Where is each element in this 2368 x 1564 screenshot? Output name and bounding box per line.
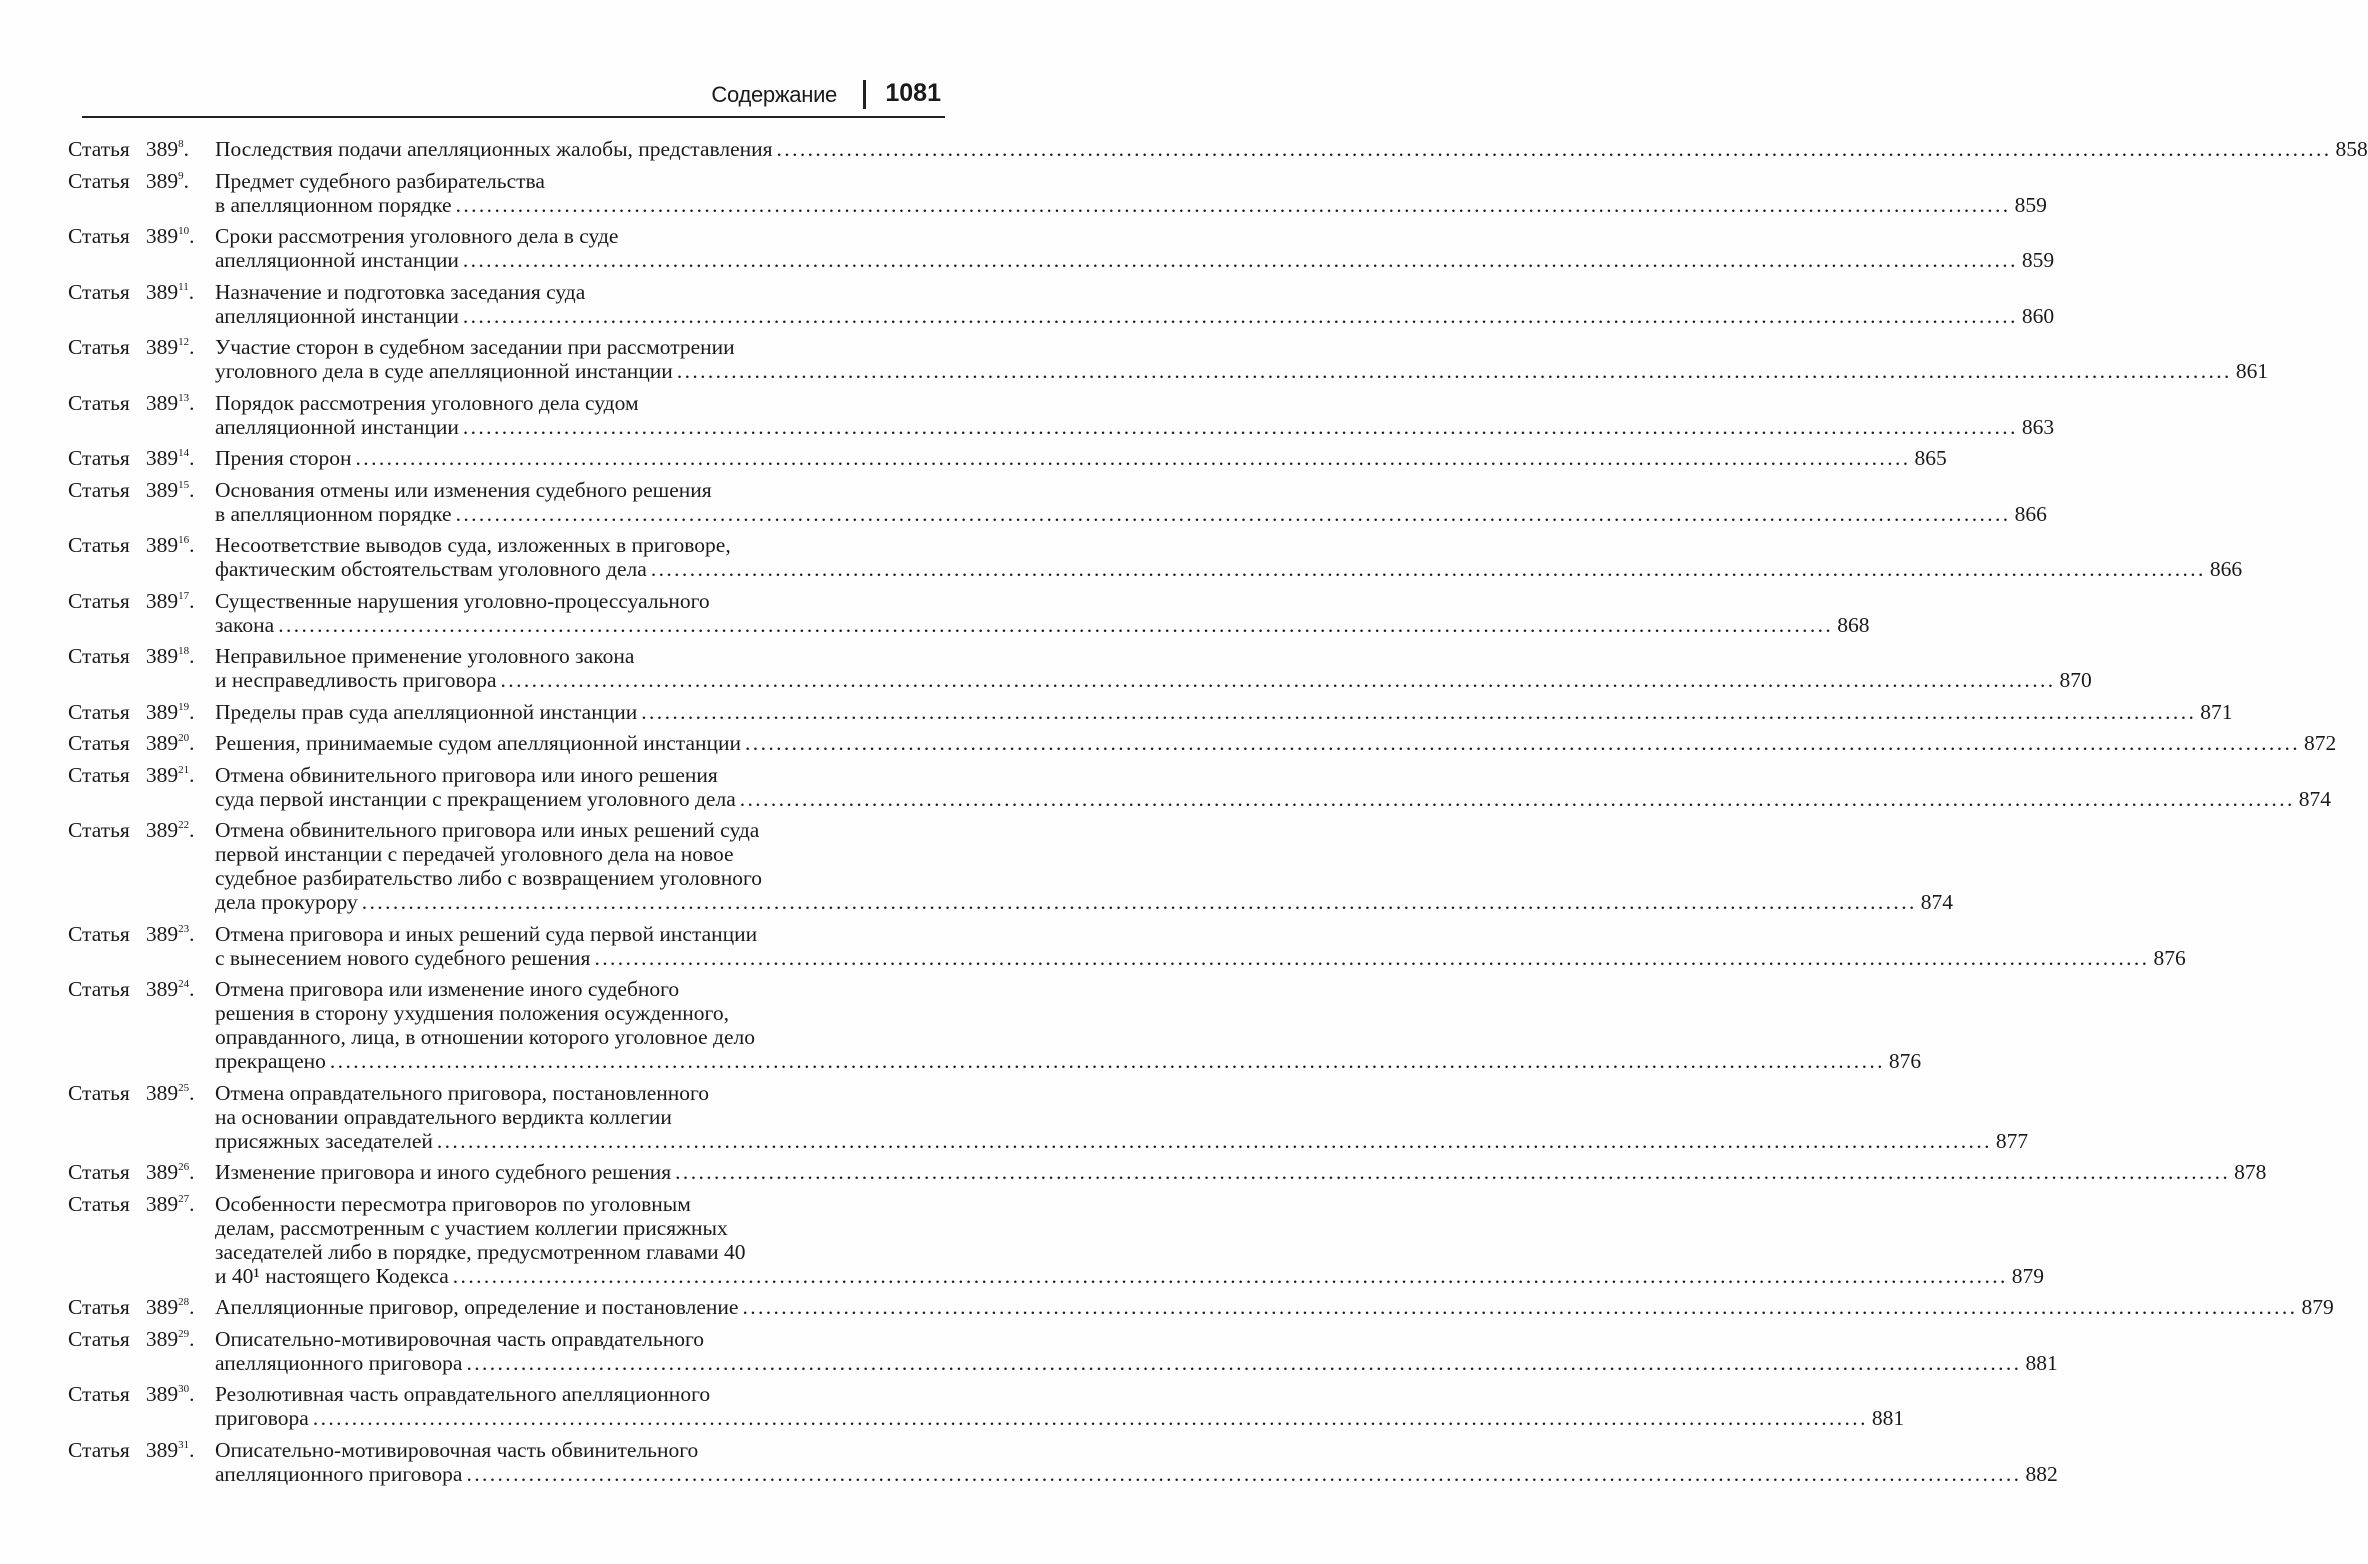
- article-superscript: 18: [178, 645, 190, 657]
- article-number: Статья $389^{16}$.: [68, 533, 195, 557]
- entry-last-line: [215, 248, 2055, 272]
- entry-title-line: Последствия подачи апелляционных жалобы, представления: [215, 137, 773, 161]
- entry-page-number: 866: [2014, 501, 2047, 526]
- article-base-number: 389: [145, 446, 179, 470]
- entry-title-line: Отмена оправдательного приговора, постановленного: [215, 1080, 710, 1105]
- entry-title-line: с вынесением нового судебного решения: [215, 945, 591, 970]
- entry-title-line: Порядок рассмотрения уголовного дела судом: [215, 390, 639, 415]
- article-superscript: 23: [178, 922, 190, 935]
- article-base-number: 389: [145, 335, 179, 359]
- article-word: Статья: [68, 224, 130, 248]
- entry-last-line: [215, 1049, 1922, 1073]
- article-base-number: 389: [145, 762, 179, 787]
- entry-page-number: 866: [2209, 557, 2243, 581]
- dot-leader: ........................................................................................................................................................................................................: [650, 557, 2206, 581]
- article-number: Статья $389^{30}$.: [68, 1382, 195, 1406]
- article-superscript: 25: [178, 1081, 190, 1094]
- article-word: Статья: [68, 588, 130, 613]
- entry-page-number: 879: [2301, 1295, 2334, 1319]
- entry-last-line: [215, 414, 2055, 439]
- entry-title-line: Пределы прав суда апелляционной инстанции: [215, 699, 638, 724]
- article-number: Статья $389^{17}$.: [68, 588, 195, 613]
- article-number: Статья $389^{22}$.: [68, 818, 195, 842]
- entry-title-line: на основании оправдательного вердикта коллегии: [215, 1104, 672, 1129]
- toc-entry[interactable]: [68, 588, 1870, 637]
- article-superscript: 13: [178, 391, 190, 404]
- article-base-number: 389: [145, 1326, 179, 1351]
- article-number: Статья $389^9$.: [68, 168, 190, 193]
- article-word: Статья: [68, 977, 130, 1001]
- article-superscript: 26: [178, 1161, 190, 1173]
- entry-page-number: 868: [1837, 612, 1870, 637]
- article-superscript: 20: [178, 732, 190, 744]
- article-number: Статья $389^{15}$.: [68, 477, 195, 502]
- dot-leader: ........................................................................................................................................................................................................: [739, 786, 2295, 811]
- entry-title-line: Несоответствие выводов суда, изложенных в приговоре,: [215, 533, 731, 557]
- article-number: Статья $389^{21}$.: [68, 762, 195, 787]
- entry-last-line: [215, 1160, 2267, 1184]
- dot-leader: ........................................................................................................................................................................................................: [452, 1263, 2008, 1288]
- entry-last-line: [215, 303, 2055, 328]
- entry-title-line: закона: [215, 612, 275, 637]
- article-superscript: 14: [178, 447, 190, 459]
- entry-page-number: 878: [2234, 1160, 2267, 1184]
- article-superscript: 19: [178, 700, 190, 713]
- entry-page-number: 879: [2011, 1263, 2045, 1288]
- entry-title-line: апелляционного приговора: [215, 1461, 463, 1486]
- entry-title-line: Апелляционные приговор, определение и постановление: [215, 1295, 739, 1319]
- toc-entry[interactable]: [68, 335, 2269, 383]
- article-base-number: 389: [145, 731, 179, 755]
- entry-title-line: Сроки рассмотрения уголовного дела в суде: [215, 224, 619, 248]
- entry-title-line: судебное разбирательство либо с возвращением уголовного: [215, 866, 762, 890]
- header-divider: [863, 80, 866, 109]
- entry-last-line: [215, 699, 2233, 724]
- toc-entry[interactable]: [68, 699, 2233, 724]
- entry-page-number: 877: [1995, 1128, 2029, 1153]
- entry-title-line: Прения сторон: [215, 446, 352, 470]
- entry-last-line: [215, 1128, 2029, 1153]
- entry-title-line: и несправедливость приговора: [215, 668, 497, 692]
- entry-title-line: апелляционной инстанции: [215, 303, 459, 328]
- article-word: Статья: [68, 168, 130, 193]
- toc-entry[interactable]: [68, 762, 2331, 811]
- entry-page-number: 876: [1888, 1049, 1922, 1073]
- entry-title-line: Отмена обвинительного приговора или иных решений суда: [215, 818, 760, 842]
- article-number: Статья $389^{25}$.: [68, 1080, 195, 1105]
- entry-title-line: приговора: [215, 1406, 309, 1430]
- article-superscript: 15: [178, 478, 190, 491]
- article-word: Статья: [68, 477, 130, 502]
- article-word: Статья: [68, 762, 130, 787]
- entry-title-line: Назначение и подготовка заседания суда: [215, 279, 586, 304]
- entry-title-line: апелляционного приговора: [215, 1350, 463, 1375]
- entry-title-line: суда первой инстанции с прекращением уголовного дела: [215, 786, 736, 811]
- toc-entry[interactable]: [68, 818, 1953, 914]
- article-number: Статья $389^{23}$.: [68, 921, 195, 946]
- dot-leader: ........................................................................................................................................................................................................: [312, 1406, 1868, 1430]
- dot-leader: ........................................................................................................................................................................................................: [466, 1461, 2022, 1486]
- article-superscript: 30: [178, 1383, 190, 1395]
- article-base-number: 389: [145, 477, 179, 502]
- toc-entry[interactable]: [68, 1437, 2058, 1486]
- entry-last-line: [215, 192, 2047, 217]
- entry-page-number: 860: [2021, 303, 2055, 328]
- entry-title-line: Существенные нарушения уголовно-процессуального: [215, 588, 710, 613]
- toc-entry[interactable]: [68, 1295, 2334, 1319]
- article-superscript: 17: [178, 589, 190, 602]
- entry-title-line: Описательно-мотивировочная часть обвинительного: [215, 1437, 699, 1462]
- entry-last-line: [215, 945, 2186, 970]
- dot-leader: ........................................................................................................................................................................................................: [455, 192, 2011, 217]
- article-base-number: 389: [145, 1295, 179, 1319]
- entry-page-number: 870: [2059, 668, 2092, 692]
- entry-last-line: [215, 612, 1870, 637]
- article-superscript: 24: [178, 978, 190, 990]
- article-word: Статья: [68, 1191, 130, 1216]
- toc-entry[interactable]: [68, 1382, 1905, 1430]
- article-base-number: 389: [145, 644, 179, 668]
- running-header: [82, 72, 945, 118]
- article-number: Статья $389^{13}$.: [68, 390, 195, 415]
- entry-last-line: [215, 1350, 2058, 1375]
- article-base-number: 389: [145, 137, 179, 161]
- article-superscript: 28: [178, 1296, 190, 1308]
- entry-page-number: 881: [2025, 1350, 2058, 1375]
- entry-page-number: 859: [2021, 248, 2055, 272]
- entry-page-number: 874: [2298, 786, 2331, 811]
- dot-leader: ........................................................................................................................................................................................................: [455, 501, 2011, 526]
- article-base-number: 389: [145, 390, 179, 415]
- toc-entry[interactable]: [68, 1160, 2267, 1184]
- article-base-number: 389: [145, 921, 179, 946]
- article-word: Статья: [68, 644, 130, 668]
- dot-leader: ........................................................................................................................................................................................................: [466, 1350, 2022, 1375]
- entry-page-number: 871: [2200, 699, 2233, 724]
- entry-title-line: Основания отмены или изменения судебного решения: [215, 477, 712, 502]
- article-number: Статья $389^{19}$.: [68, 699, 195, 724]
- entry-title-line: первой инстанции с передачей уголовного дела на новое: [215, 842, 734, 866]
- entry-page-number: 863: [2021, 414, 2055, 439]
- article-word: Статья: [68, 1160, 130, 1184]
- article-word: Статья: [68, 1295, 130, 1319]
- entry-title-line: дела прокурору: [215, 890, 358, 914]
- article-number: Статья $389^{24}$.: [68, 977, 195, 1001]
- dot-leader: ........................................................................................................................................................................................................: [462, 248, 2018, 272]
- entry-title-line: Неправильное применение уголовного закона: [215, 644, 635, 668]
- entry-title-line: Резолютивная часть оправдательного апелляционного: [215, 1382, 711, 1406]
- entry-last-line: [215, 668, 2092, 692]
- entry-title-line: Отмена приговора или изменение иного судебного: [215, 977, 680, 1001]
- article-base-number: 389: [145, 588, 179, 613]
- dot-leader: ........................................................................................................................................................................................................: [462, 414, 2018, 439]
- article-number: Статья $389^8$.: [68, 137, 190, 161]
- article-number: Статья $389^{28}$.: [68, 1295, 195, 1319]
- entry-title-line: уголовного дела в суде апелляционной инстанции: [215, 359, 673, 383]
- entry-last-line: [215, 890, 1953, 914]
- entry-title-line: и 40¹ настоящего Кодекса: [215, 1263, 449, 1288]
- article-number: Статья $389^{26}$.: [68, 1160, 195, 1184]
- article-word: Статья: [68, 335, 130, 359]
- article-word: Статья: [68, 818, 130, 842]
- dot-leader: ........................................................................................................................................................................................................: [500, 668, 2056, 692]
- article-number: Статья $389^{31}$.: [68, 1437, 195, 1462]
- article-superscript: 29: [178, 1327, 190, 1340]
- entry-last-line: [215, 446, 1947, 470]
- toc-entry[interactable]: [68, 390, 2055, 439]
- article-word: Статья: [68, 279, 130, 304]
- article-number: Статья $389^{11}$.: [68, 279, 195, 304]
- article-base-number: 389: [145, 279, 179, 304]
- article-word: Статья: [68, 137, 130, 161]
- entry-title-line: заседателей либо в порядке, предусмотренном главами 40: [215, 1239, 746, 1264]
- article-superscript: 31: [178, 1438, 190, 1451]
- toc-entry[interactable]: [68, 644, 2092, 692]
- dot-leader: ........................................................................................................................................................................................................: [436, 1128, 1992, 1153]
- table-of-contents: [68, 137, 2368, 1493]
- entry-title-line: Участие сторон в судебном заседании при рассмотрении: [215, 335, 735, 359]
- entry-title-line: Отмена обвинительного приговора или иного решения: [215, 762, 718, 787]
- dot-leader: ........................................................................................................................................................................................................: [675, 1160, 2231, 1184]
- toc-entry[interactable]: [68, 137, 2368, 161]
- article-word: Статья: [68, 390, 130, 415]
- entry-page-number: 872: [2304, 731, 2337, 755]
- article-number: Статья $389^{18}$.: [68, 644, 195, 668]
- toc-entry[interactable]: [68, 279, 2055, 328]
- article-base-number: 389: [145, 1160, 179, 1184]
- entry-title-line: апелляционной инстанции: [215, 414, 459, 439]
- toc-entry[interactable]: [68, 1326, 2058, 1375]
- entry-last-line: [215, 557, 2243, 581]
- article-number: Статья $389^{10}$.: [68, 224, 195, 248]
- article-superscript: 16: [178, 534, 190, 546]
- toc-entry[interactable]: [68, 168, 2047, 217]
- toc-entry[interactable]: [68, 224, 2055, 272]
- article-base-number: 389: [145, 224, 179, 248]
- article-number: Статья $389^{14}$.: [68, 446, 195, 470]
- article-number: Статья $389^{27}$.: [68, 1191, 195, 1216]
- entry-title-line: Особенности пересмотра приговоров по уголовным: [215, 1191, 691, 1216]
- entry-last-line: [215, 1263, 2045, 1288]
- entry-title-line: в апелляционном порядке: [215, 501, 452, 526]
- article-base-number: 389: [145, 1191, 179, 1216]
- article-word: Статья: [68, 1326, 130, 1351]
- entry-last-line: [215, 1406, 1905, 1430]
- article-word: Статья: [68, 731, 130, 755]
- entry-title-line: решения в сторону ухудшения положения осужденного,: [215, 1001, 729, 1025]
- toc-entry[interactable]: [68, 921, 2186, 970]
- entry-last-line: [215, 137, 2368, 161]
- toc-entry[interactable]: [68, 977, 1922, 1073]
- entry-last-line: [215, 1461, 2058, 1486]
- article-word: Статья: [68, 1382, 130, 1406]
- article-base-number: 389: [145, 1080, 179, 1105]
- toc-entry[interactable]: [68, 446, 1947, 470]
- header-section-title: Содержание: [711, 82, 837, 107]
- entry-page-number: 865: [1914, 446, 1947, 470]
- entry-title-line: апелляционной инстанции: [215, 248, 459, 272]
- entry-title-line: оправданного, лица, в отношении которого уголовное дело: [215, 1025, 755, 1049]
- entry-title-line: Описательно-мотивировочная часть оправдательного: [215, 1326, 704, 1351]
- article-word: Статья: [68, 699, 130, 724]
- article-superscript: 8: [178, 138, 184, 150]
- article-word: Статья: [68, 533, 130, 557]
- article-superscript: 21: [178, 763, 190, 776]
- dot-leader: ........................................................................................................................................................................................................: [776, 137, 2332, 161]
- entry-title-line: Изменение приговора и иного судебного решения: [215, 1160, 672, 1184]
- article-word: Статья: [68, 446, 130, 470]
- entry-page-number: 882: [2025, 1461, 2058, 1486]
- article-base-number: 389: [145, 533, 179, 557]
- entry-last-line: [215, 786, 2331, 811]
- toc-entry[interactable]: [68, 477, 2047, 526]
- article-superscript: 9: [178, 169, 184, 182]
- entry-page-number: 858: [2335, 137, 2368, 161]
- article-word: Статья: [68, 921, 130, 946]
- entry-last-line: [215, 359, 2269, 383]
- article-base-number: 389: [145, 168, 179, 193]
- article-superscript: 12: [178, 336, 190, 348]
- article-base-number: 389: [145, 818, 179, 842]
- article-superscript: 10: [178, 225, 190, 237]
- entry-title-line: Отмена приговора и иных решений суда первой инстанции: [215, 921, 758, 946]
- dot-leader: ........................................................................................................................................................................................................: [462, 303, 2018, 328]
- toc-entry[interactable]: [68, 1191, 2045, 1288]
- entry-title-line: Предмет судебного разбирательства: [215, 168, 545, 193]
- entry-last-line: [215, 731, 2337, 755]
- article-base-number: 389: [145, 699, 179, 724]
- toc-entry[interactable]: [68, 731, 2337, 755]
- article-word: Статья: [68, 1080, 130, 1105]
- entry-title-line: фактическим обстоятельствам уголовного дела: [215, 557, 647, 581]
- entry-page-number: 881: [1871, 1406, 1905, 1430]
- entry-title-line: Решения, принимаемые судом апелляционной инстанции: [215, 731, 742, 755]
- dot-leader: ........................................................................................................................................................................................................: [676, 359, 2232, 383]
- entry-title-line: прекращено: [215, 1049, 326, 1073]
- article-base-number: 389: [145, 977, 179, 1001]
- article-word: Статья: [68, 1437, 130, 1462]
- dot-leader: ........................................................................................................................................................................................................: [641, 699, 2197, 724]
- entry-last-line: [215, 1295, 2334, 1319]
- entry-page-number: 859: [2014, 192, 2047, 217]
- dot-leader: ........................................................................................................................................................................................................: [594, 945, 2150, 970]
- dot-leader: ........................................................................................................................................................................................................: [329, 1049, 1885, 1073]
- entry-page-number: 861: [2235, 359, 2269, 383]
- dot-leader: ........................................................................................................................................................................................................: [278, 612, 1834, 637]
- article-superscript: 27: [178, 1192, 190, 1205]
- article-number: Статья $389^{29}$.: [68, 1326, 195, 1351]
- entry-title-line: делам, рассмотренным с участием коллегии присяжных: [215, 1215, 728, 1240]
- article-number: Статья $389^{12}$.: [68, 335, 195, 359]
- dot-leader: ........................................................................................................................................................................................................: [355, 446, 1911, 470]
- article-base-number: 389: [145, 1437, 179, 1462]
- entry-page-number: 876: [2153, 945, 2186, 970]
- article-superscript: 22: [178, 819, 190, 831]
- entry-title-line: в апелляционном порядке: [215, 192, 452, 217]
- article-number: Статья $389^{20}$.: [68, 731, 195, 755]
- toc-entry[interactable]: [68, 533, 2243, 581]
- article-base-number: 389: [145, 1382, 179, 1406]
- header-page-number: 1081: [885, 79, 941, 107]
- dot-leader: ........................................................................................................................................................................................................: [361, 890, 1917, 914]
- entry-page-number: 874: [1920, 890, 1953, 914]
- entry-title-line: присяжных заседателей: [215, 1128, 433, 1153]
- dot-leader: ........................................................................................................................................................................................................: [745, 731, 2301, 755]
- article-superscript: 11: [178, 280, 189, 293]
- toc-entry[interactable]: [68, 1080, 2029, 1153]
- entry-last-line: [215, 501, 2047, 526]
- dot-leader: ........................................................................................................................................................................................................: [742, 1295, 2298, 1319]
